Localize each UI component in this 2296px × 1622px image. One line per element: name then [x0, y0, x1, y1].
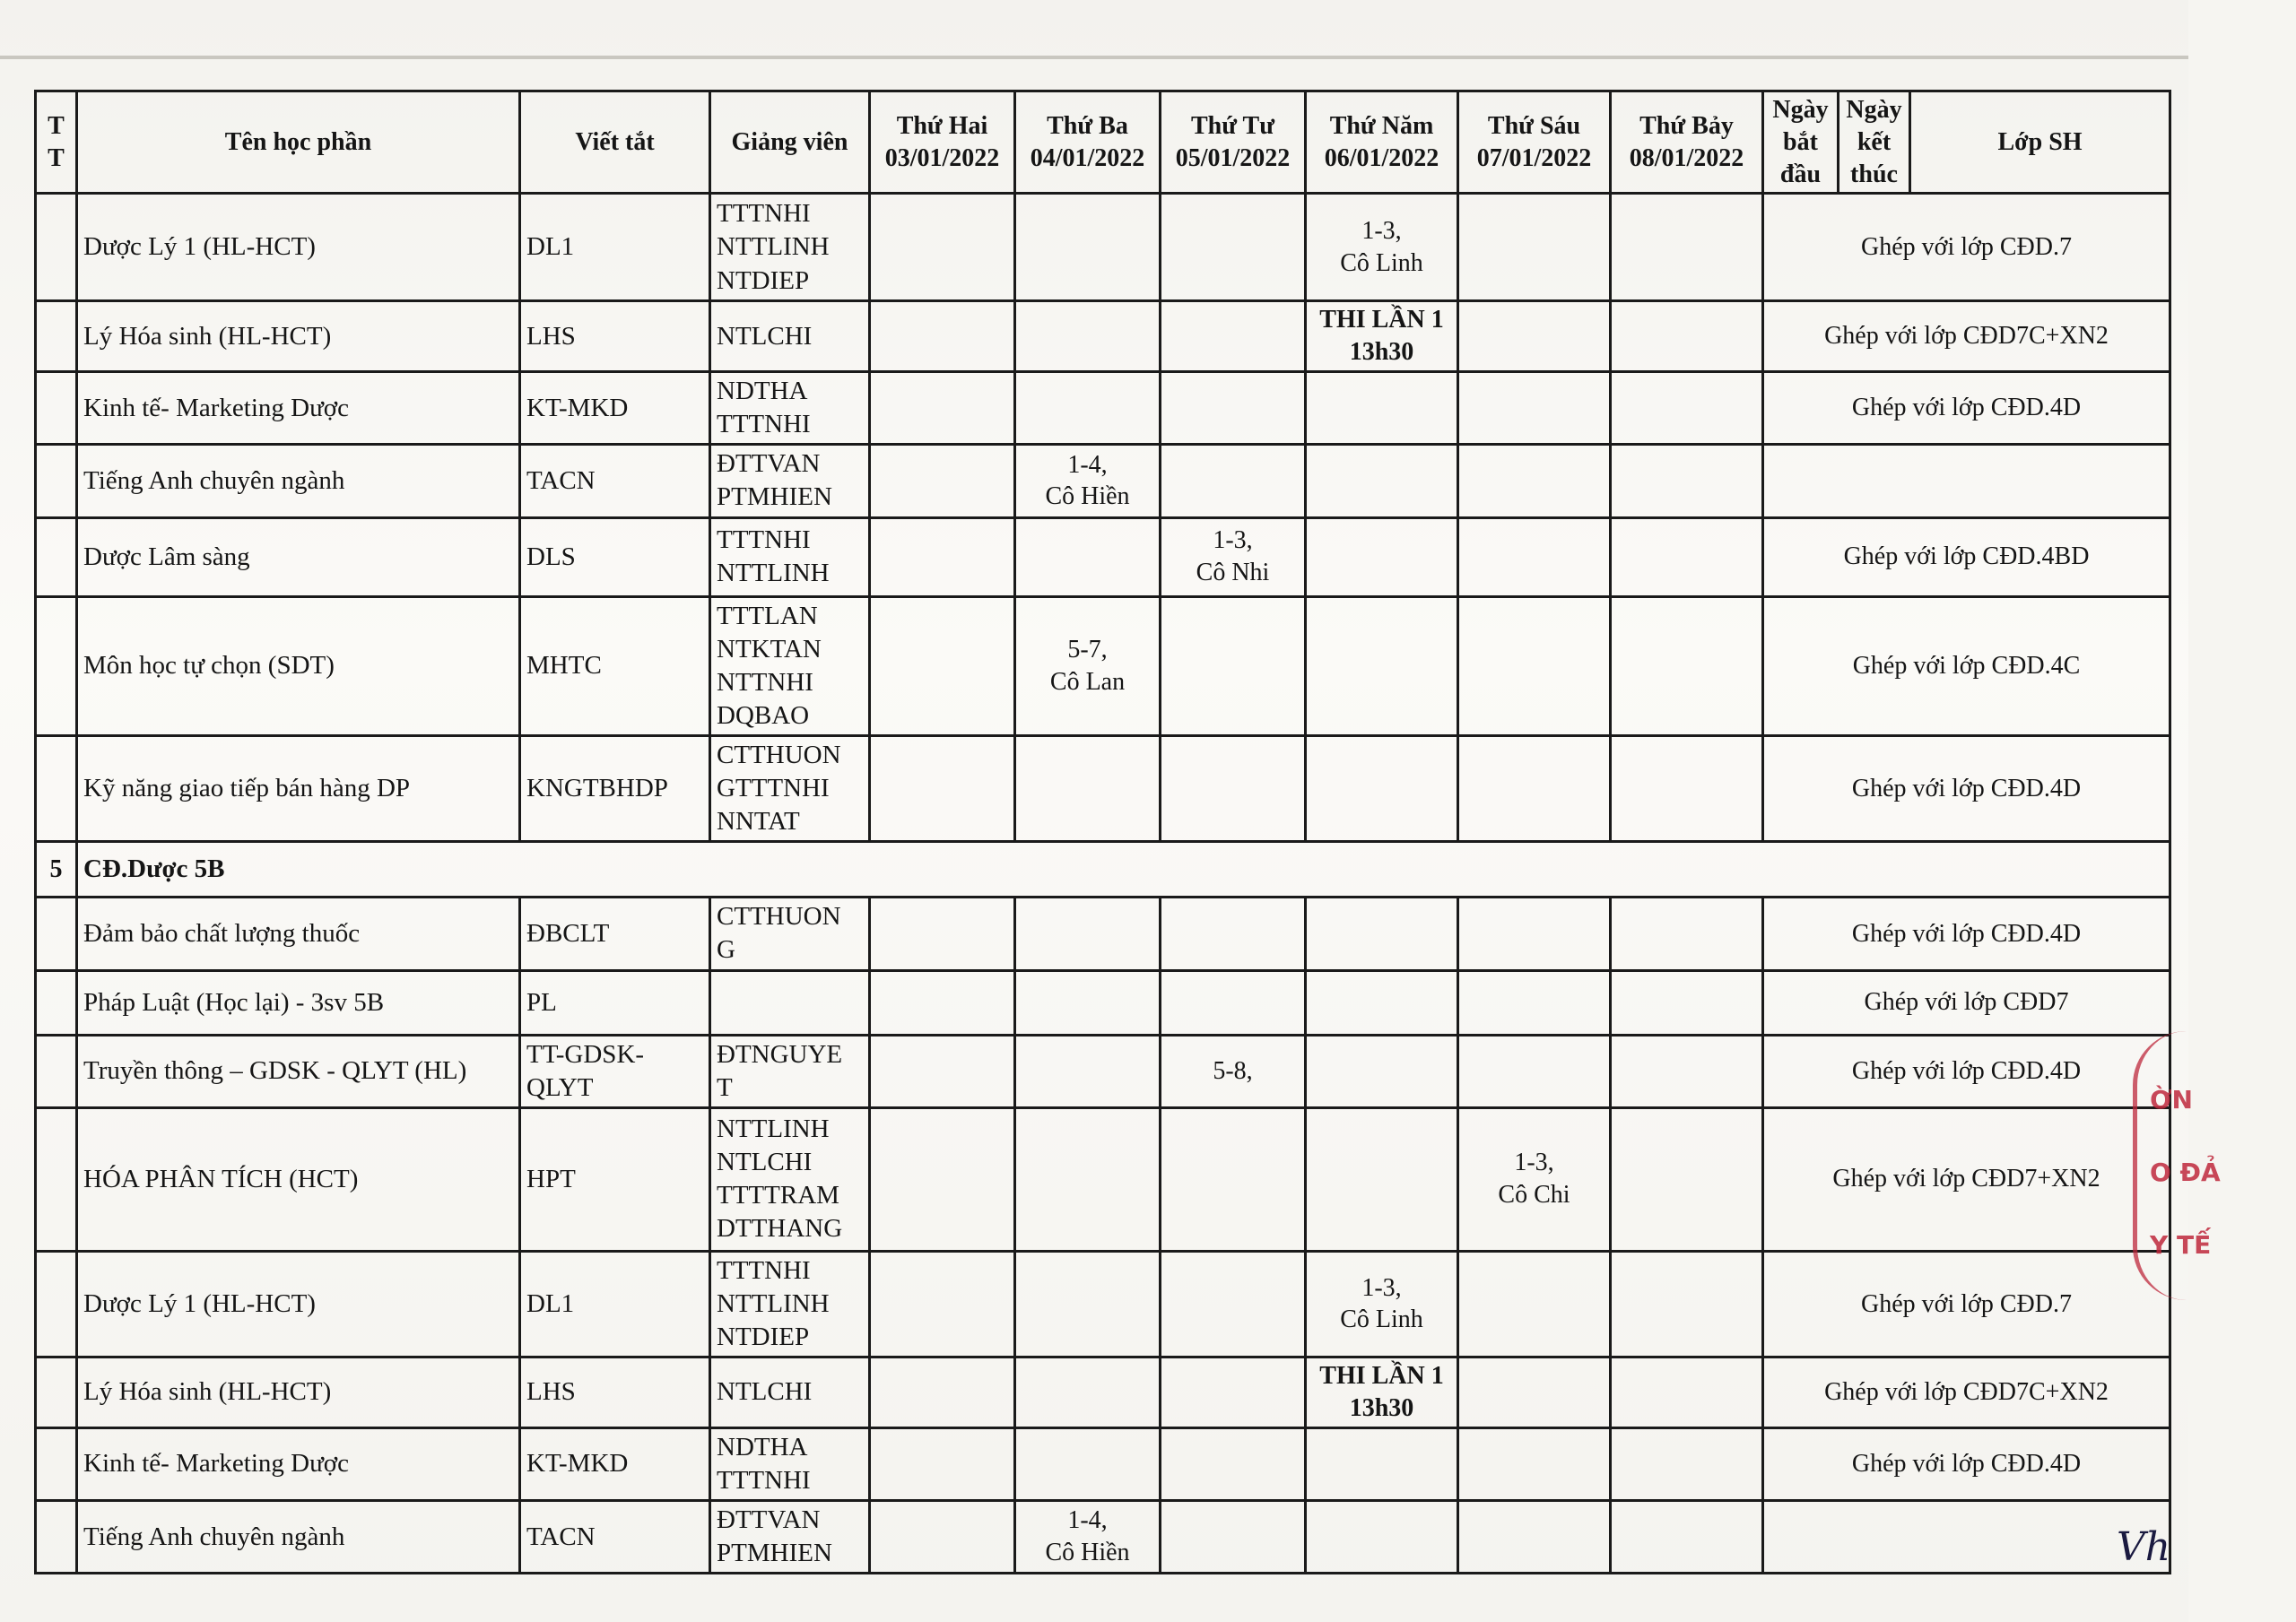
- day-cell-tue: [1015, 736, 1161, 842]
- header-tt: T T: [36, 91, 77, 194]
- table-row: [36, 596, 2170, 735]
- day-cell-thu: [1306, 596, 1458, 735]
- day-cell-tue: [1015, 1107, 1161, 1251]
- day-cell-thu: [1306, 445, 1458, 517]
- table-row: [36, 898, 2170, 970]
- subject-cell: Dược Lý 1 (HL-HCT): [77, 1251, 520, 1357]
- class-note-cell: [1763, 445, 2170, 517]
- day-cell-mon: [870, 445, 1015, 517]
- lecturer-cell: NTLCHI: [710, 301, 870, 372]
- lecturer-cell: CTTHUON G: [710, 898, 870, 970]
- day-cell-wed: 1-3, Cô Nhi: [1161, 517, 1306, 596]
- class-note-cell: Ghép với lớp CĐD.4D: [1763, 372, 2170, 445]
- page-edge: [0, 56, 2188, 59]
- day-cell-tue: 1-4, Cô Hiền: [1015, 445, 1161, 517]
- header-tuesday: Thứ Ba 04/01/2022: [1015, 91, 1161, 194]
- tt-cell: [36, 1357, 77, 1428]
- day-cell-tue: 1-4, Cô Hiền: [1015, 1500, 1161, 1573]
- day-cell-tue: 5-7, Cô Lan: [1015, 596, 1161, 735]
- subject-cell: Tiếng Anh chuyên ngành: [77, 1500, 520, 1573]
- day-cell-fri: [1458, 1357, 1611, 1428]
- day-cell-wed: [1161, 596, 1306, 735]
- subject-cell: HÓA PHÂN TÍCH (HCT): [77, 1107, 520, 1251]
- day-cell-fri: [1458, 372, 1611, 445]
- day-cell-thu: [1306, 372, 1458, 445]
- day-cell-thu: THI LẦN 1 13h30: [1306, 1357, 1458, 1428]
- tt-cell: [36, 1500, 77, 1573]
- abbr-cell: ĐBCLT: [520, 898, 710, 970]
- day-cell-wed: [1161, 372, 1306, 445]
- day-cell-fri: [1458, 517, 1611, 596]
- day-cell-thu: [1306, 1107, 1458, 1251]
- day-cell-thu: [1306, 517, 1458, 596]
- tt-cell: [36, 445, 77, 517]
- class-note-cell: Ghép với lớp CĐD7: [1763, 970, 2170, 1035]
- day-cell-sat: [1611, 517, 1763, 596]
- day-cell-mon: [870, 1107, 1015, 1251]
- day-cell-sat: [1611, 898, 1763, 970]
- day-cell-sat: [1611, 194, 1763, 301]
- day-cell-fri: [1458, 1500, 1611, 1573]
- abbr-cell: HPT: [520, 1107, 710, 1251]
- day-cell-sat: [1611, 1427, 1763, 1500]
- abbr-cell: DL1: [520, 1251, 710, 1357]
- tt-cell: [36, 898, 77, 970]
- header-saturday: Thứ Bảy 08/01/2022: [1611, 91, 1763, 194]
- table-row: [36, 1357, 2170, 1428]
- header-class: Lớp SH: [1910, 91, 2170, 194]
- subject-cell: Môn học tự chọn (SDT): [77, 596, 520, 735]
- header-monday: Thứ Hai 03/01/2022: [870, 91, 1015, 194]
- header-friday: Thứ Sáu 07/01/2022: [1458, 91, 1611, 194]
- subject-cell: Đảm bảo chất lượng thuốc: [77, 898, 520, 970]
- day-cell-mon: [870, 1251, 1015, 1357]
- class-note-cell: Ghép với lớp CĐD.7: [1763, 1251, 2170, 1357]
- day-cell-mon: [870, 194, 1015, 301]
- table-row: [36, 194, 2170, 301]
- tt-cell: [36, 301, 77, 372]
- day-cell-fri: [1458, 898, 1611, 970]
- abbr-cell: TACN: [520, 1500, 710, 1573]
- class-note-cell: Ghép với lớp CĐD7C+XN2: [1763, 1357, 2170, 1428]
- subject-cell: Lý Hóa sinh (HL-HCT): [77, 1357, 520, 1428]
- table-row: [36, 1500, 2170, 1573]
- lecturer-cell: TTTNHI NTTLINH NTDIEP: [710, 194, 870, 301]
- lecturer-cell: ĐTTVAN PTMHIEN: [710, 1500, 870, 1573]
- abbr-cell: LHS: [520, 1357, 710, 1428]
- subject-cell: Kinh tế- Marketing Dược: [77, 372, 520, 445]
- class-note-cell: Ghép với lớp CĐD.7: [1763, 194, 2170, 301]
- day-cell-mon: [870, 1035, 1015, 1107]
- day-cell-tue: [1015, 301, 1161, 372]
- header-thursday: Thứ Năm 06/01/2022: [1306, 91, 1458, 194]
- day-cell-sat: [1611, 445, 1763, 517]
- subject-cell: Dược Lý 1 (HL-HCT): [77, 194, 520, 301]
- table-row: [36, 445, 2170, 517]
- tt-cell: [36, 1035, 77, 1107]
- tt-cell: [36, 517, 77, 596]
- tt-cell: [36, 1107, 77, 1251]
- tt-cell: [36, 1251, 77, 1357]
- day-cell-mon: [870, 301, 1015, 372]
- lecturer-cell: TTTNHI NTTLINH: [710, 517, 870, 596]
- day-cell-wed: [1161, 1251, 1306, 1357]
- schedule-table: [34, 90, 2171, 1574]
- day-cell-wed: [1161, 1500, 1306, 1573]
- subject-cell: Dược Lâm sàng: [77, 517, 520, 596]
- signature: Vh: [2117, 1524, 2171, 1570]
- table-row: [36, 517, 2170, 596]
- subject-cell: Kỹ năng giao tiếp bán hàng DP: [77, 736, 520, 842]
- day-cell-mon: [870, 1427, 1015, 1500]
- day-cell-tue: [1015, 898, 1161, 970]
- day-cell-mon: [870, 970, 1015, 1035]
- header-subject: Tên học phần: [77, 91, 520, 194]
- tt-cell: [36, 194, 77, 301]
- day-cell-tue: [1015, 1251, 1161, 1357]
- red-seal-stamp: ỜN O ĐẢ Y TẾ: [2133, 1031, 2240, 1300]
- day-cell-tue: [1015, 372, 1161, 445]
- table-row: [36, 736, 2170, 842]
- lecturer-cell: ĐTTVAN PTMHIEN: [710, 445, 870, 517]
- lecturer-cell: NTLCHI: [710, 1357, 870, 1428]
- day-cell-tue: [1015, 1427, 1161, 1500]
- table-row: [36, 970, 2170, 1035]
- section-row: [36, 842, 2170, 898]
- day-cell-mon: [870, 736, 1015, 842]
- day-cell-tue: [1015, 970, 1161, 1035]
- tt-cell: [36, 736, 77, 842]
- day-cell-thu: 1-3, Cô Linh: [1306, 194, 1458, 301]
- abbr-cell: TT-GDSK-QLYT: [520, 1035, 710, 1107]
- day-cell-mon: [870, 1500, 1015, 1573]
- day-cell-thu: THI LẦN 1 13h30: [1306, 301, 1458, 372]
- day-cell-tue: [1015, 1357, 1161, 1428]
- lecturer-cell: TTTLAN NTKTAN NTTNHI DQBAO: [710, 596, 870, 735]
- abbr-cell: TACN: [520, 445, 710, 517]
- day-cell-wed: [1161, 898, 1306, 970]
- day-cell-thu: [1306, 1035, 1458, 1107]
- abbr-cell: DLS: [520, 517, 710, 596]
- lecturer-cell: TTTNHI NTTLINH NTDIEP: [710, 1251, 870, 1357]
- day-cell-thu: [1306, 1427, 1458, 1500]
- day-cell-fri: [1458, 194, 1611, 301]
- day-cell-mon: [870, 372, 1015, 445]
- day-cell-fri: [1458, 970, 1611, 1035]
- day-cell-sat: [1611, 970, 1763, 1035]
- day-cell-fri: [1458, 596, 1611, 735]
- class-note-cell: Ghép với lớp CĐD.4D: [1763, 898, 2170, 970]
- header-wednesday: Thứ Tư 05/01/2022: [1161, 91, 1306, 194]
- lecturer-cell: [710, 970, 870, 1035]
- day-cell-sat: [1611, 1035, 1763, 1107]
- section-number: 5: [36, 842, 77, 898]
- header-abbr: Viết tắt: [520, 91, 710, 194]
- day-cell-mon: [870, 898, 1015, 970]
- table-row: [36, 301, 2170, 372]
- abbr-cell: PL: [520, 970, 710, 1035]
- subject-cell: Tiếng Anh chuyên ngành: [77, 445, 520, 517]
- subject-cell: Lý Hóa sinh (HL-HCT): [77, 301, 520, 372]
- day-cell-wed: [1161, 194, 1306, 301]
- day-cell-fri: 1-3, Cô Chi: [1458, 1107, 1611, 1251]
- lecturer-cell: ĐTNGUYE T: [710, 1035, 870, 1107]
- day-cell-mon: [870, 517, 1015, 596]
- day-cell-thu: [1306, 898, 1458, 970]
- class-note-cell: Ghép với lớp CĐD7C+XN2: [1763, 301, 2170, 372]
- day-cell-fri: [1458, 736, 1611, 842]
- day-cell-fri: [1458, 301, 1611, 372]
- lecturer-cell: NDTHA TTTNHI: [710, 372, 870, 445]
- abbr-cell: KT-MKD: [520, 372, 710, 445]
- abbr-cell: LHS: [520, 301, 710, 372]
- header-row: [36, 91, 2170, 194]
- day-cell-sat: [1611, 1357, 1763, 1428]
- day-cell-sat: [1611, 736, 1763, 842]
- day-cell-fri: [1458, 1251, 1611, 1357]
- day-cell-thu: [1306, 970, 1458, 1035]
- table-row: [36, 1251, 2170, 1357]
- abbr-cell: KNGTBHDP: [520, 736, 710, 842]
- abbr-cell: DL1: [520, 194, 710, 301]
- class-note-cell: Ghép với lớp CĐD.4D: [1763, 736, 2170, 842]
- day-cell-wed: [1161, 970, 1306, 1035]
- day-cell-fri: [1458, 1035, 1611, 1107]
- day-cell-tue: [1015, 1035, 1161, 1107]
- day-cell-mon: [870, 1357, 1015, 1428]
- day-cell-sat: [1611, 301, 1763, 372]
- class-note-cell: [1763, 1500, 2170, 1573]
- day-cell-wed: 5-8,: [1161, 1035, 1306, 1107]
- class-note-cell: Ghép với lớp CĐD.4BD: [1763, 517, 2170, 596]
- lecturer-cell: NTTLINH NTLCHI TTTTRAM DTTHANG: [710, 1107, 870, 1251]
- tt-cell: [36, 970, 77, 1035]
- day-cell-sat: [1611, 372, 1763, 445]
- tt-cell: [36, 596, 77, 735]
- day-cell-tue: [1015, 194, 1161, 301]
- day-cell-wed: [1161, 445, 1306, 517]
- day-cell-wed: [1161, 736, 1306, 842]
- day-cell-thu: [1306, 1500, 1458, 1573]
- table-row: [36, 372, 2170, 445]
- class-note-cell: Ghép với lớp CĐD.4D: [1763, 1035, 2170, 1107]
- abbr-cell: KT-MKD: [520, 1427, 710, 1500]
- day-cell-wed: [1161, 1427, 1306, 1500]
- day-cell-wed: [1161, 1107, 1306, 1251]
- header-lecturer: Giảng viên: [710, 91, 870, 194]
- tt-cell: [36, 372, 77, 445]
- class-note-cell: Ghép với lớp CĐD.4C: [1763, 596, 2170, 735]
- day-cell-thu: 1-3, Cô Linh: [1306, 1251, 1458, 1357]
- header-start-date: Ngày bắt đầu: [1763, 91, 1839, 194]
- table-row: [36, 1107, 2170, 1251]
- day-cell-wed: [1161, 301, 1306, 372]
- class-note-cell: Ghép với lớp CĐD7+XN2: [1763, 1107, 2170, 1251]
- day-cell-fri: [1458, 1427, 1611, 1500]
- day-cell-sat: [1611, 1107, 1763, 1251]
- lecturer-cell: CTTHUON GTTTNHI NNTAT: [710, 736, 870, 842]
- day-cell-sat: [1611, 596, 1763, 735]
- day-cell-thu: [1306, 736, 1458, 842]
- section-title: CĐ.Dược 5B: [77, 842, 2170, 898]
- table-row: [36, 1427, 2170, 1500]
- abbr-cell: MHTC: [520, 596, 710, 735]
- class-note-cell: Ghép với lớp CĐD.4D: [1763, 1427, 2170, 1500]
- day-cell-mon: [870, 596, 1015, 735]
- lecturer-cell: NDTHA TTTNHI: [710, 1427, 870, 1500]
- day-cell-sat: [1611, 1500, 1763, 1573]
- day-cell-fri: [1458, 445, 1611, 517]
- header-end-date: Ngày kết thúc: [1839, 91, 1910, 194]
- subject-cell: Truyền thông – GDSK - QLYT (HL): [77, 1035, 520, 1107]
- tt-cell: [36, 1427, 77, 1500]
- subject-cell: Kinh tế- Marketing Dược: [77, 1427, 520, 1500]
- day-cell-wed: [1161, 1357, 1306, 1428]
- table-row: [36, 1035, 2170, 1107]
- subject-cell: Pháp Luật (Học lại) - 3sv 5B: [77, 970, 520, 1035]
- day-cell-tue: [1015, 517, 1161, 596]
- day-cell-sat: [1611, 1251, 1763, 1357]
